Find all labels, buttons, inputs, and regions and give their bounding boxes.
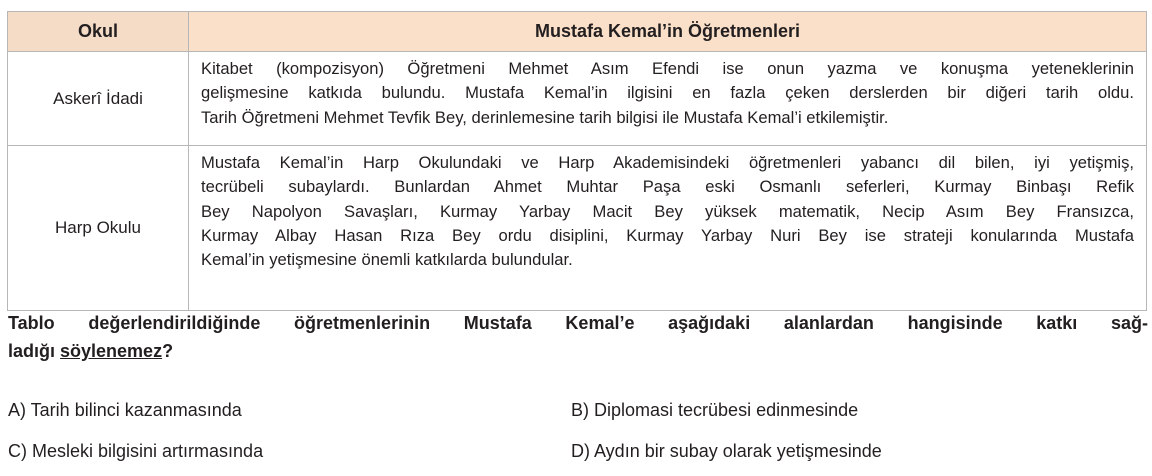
header-school: Okul [8,12,189,52]
teachers-description [189,52,1147,146]
question-suffix: ? [162,341,174,361]
description-line: Bey Napolyon Savaşları, Kurmay Yarbay Macit Bey yüksek matematik, Necip Asım Bey Fransızca, [201,201,1134,221]
option-c[interactable]: C) Mesleki bilgisini artırmasında [8,441,264,461]
question-emphasis: söylenemez [60,341,163,361]
table-row [8,146,1147,311]
table-header-row [8,12,1147,52]
teachers-description [189,146,1147,311]
teachers-table [7,11,1147,311]
question-text [8,309,1148,365]
option-d[interactable]: D) Aydın bir subay olarak yetişmesinde [571,441,882,461]
description-line: Kemal’in yetişmesine önemli katkılarda bulundular. [201,250,573,270]
option-b[interactable]: B) Diplomasi tecrübesi edinmesinde [571,400,859,420]
description-line: Kitabet (kompozisyon) Öğretmeni Mehmet Asım Efendi ise onun yazma ve konuşma yeteneklerinin [201,59,1134,78]
question-line: Tablo değerlendirildiğinde öğretmenlerinin Mustafa Kemal’e aşağıdaki alanlardan hangisinde katkı sağ- [8,313,1148,333]
description-line: Kurmay Albay Hasan Rıza Bey ordu disiplini, Kurmay Yarbay Nuri Bey ise strateji konularında Mustafa [201,225,1134,245]
school-cell: Askerî İdadi [8,52,189,146]
description-line: Mustafa Kemal’in Harp Okulundaki ve Harp Akademisindeki öğretmenleri yabancı dil bilen, iyi yetişmiş, [201,153,1134,172]
description-line: tecrübeli subaylardı. Bunlardan Ahmet Muhtar Paşa eski Osmanlı seferleri, Kurmay Binbaşı Refik [201,177,1134,197]
description-line: gelişmesine katkıda bulundu. Mustafa Kemal’in ilgisini en fazla çeken derslerden bir diğeri tarih oldu. [201,83,1134,103]
question-prefix: ladığı [8,341,61,361]
question-line [8,337,1148,365]
header-teachers: Mustafa Kemal’in Öğretmenleri [189,12,1147,52]
option-a[interactable]: A) Tarih bilinci kazanmasında [8,400,242,420]
description-line: Tarih Öğretmeni Mehmet Tevfik Bey, derinlemesine tarih bilgisi ile Mustafa Kemal’i etkilemiştir. [201,107,889,127]
school-cell: Harp Okulu [8,146,189,311]
table-row [8,52,1147,146]
